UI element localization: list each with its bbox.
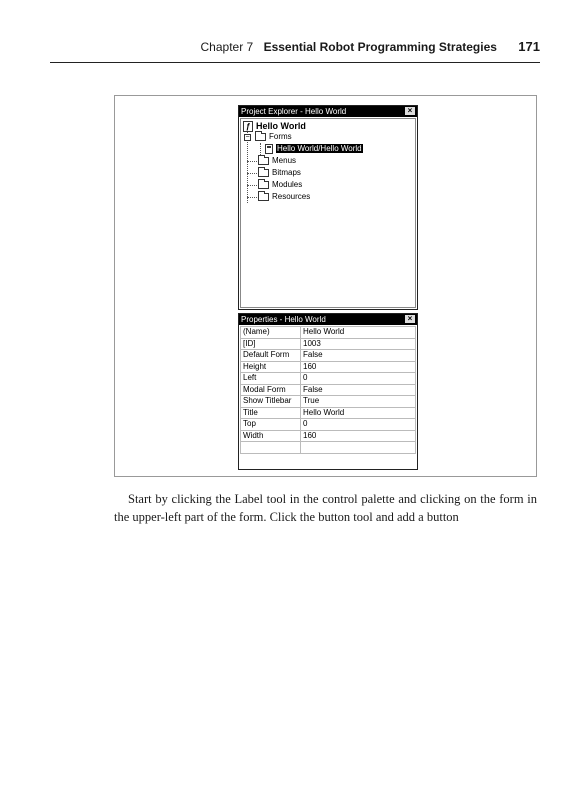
tree-item-label: Forms: [269, 132, 292, 141]
property-value[interactable]: False: [301, 384, 416, 396]
project-explorer-title: Project Explorer - Hello World: [241, 107, 347, 116]
tree-item-label: Resources: [272, 192, 311, 201]
chapter-title: Essential Robot Programming Strategies: [263, 40, 497, 54]
property-row[interactable]: [241, 419, 416, 431]
tree-item-resources[interactable]: [258, 191, 310, 203]
close-icon[interactable]: ×: [405, 315, 415, 323]
tree-connector: [247, 131, 248, 203]
property-row-empty: [241, 442, 416, 454]
project-tree: [240, 118, 416, 308]
tree-item-forms[interactable]: [255, 131, 292, 143]
project-explorer-window: [238, 105, 418, 310]
tree-item-label: Modules: [272, 180, 303, 189]
body-text: [114, 490, 537, 526]
property-value[interactable]: 1003: [301, 338, 416, 350]
chapter-label: Chapter 7: [200, 40, 254, 54]
folder-icon: [258, 193, 269, 201]
property-row[interactable]: [241, 430, 416, 442]
tree-root-label: Hello World: [256, 121, 306, 131]
properties-window: [238, 313, 418, 470]
tree-connector: [247, 161, 257, 162]
header-rule: [50, 62, 540, 63]
tree-connector: [247, 185, 257, 186]
tree-item-hello-world-form[interactable]: [265, 143, 363, 155]
property-name: [241, 442, 301, 454]
figure-frame: [114, 95, 537, 477]
folder-icon: [258, 157, 269, 165]
property-name: Left: [241, 373, 301, 385]
tree-connector: [260, 143, 261, 155]
property-row[interactable]: [241, 396, 416, 408]
folder-icon: [258, 169, 269, 177]
property-name: Height: [241, 361, 301, 373]
collapse-icon[interactable]: −: [245, 134, 250, 141]
tree-item-menus[interactable]: [258, 155, 296, 167]
properties-title: Properties - Hello World: [241, 315, 326, 324]
project-explorer-titlebar[interactable]: [239, 106, 417, 117]
properties-grid: [240, 326, 416, 454]
property-name: Top: [241, 419, 301, 431]
page-number: 171: [518, 39, 540, 54]
tree-item-label: Hello World/Hello World: [277, 144, 362, 153]
folder-open-icon: [255, 133, 266, 141]
property-value[interactable]: Hello World: [301, 327, 416, 339]
tree-connector: [247, 197, 257, 198]
property-value[interactable]: Hello World: [301, 407, 416, 419]
property-value[interactable]: 160: [301, 430, 416, 442]
properties-titlebar[interactable]: [239, 314, 417, 325]
property-name: Modal Form: [241, 384, 301, 396]
property-row[interactable]: [241, 407, 416, 419]
property-row[interactable]: [241, 338, 416, 350]
property-value[interactable]: 160: [301, 361, 416, 373]
close-icon[interactable]: ×: [405, 107, 415, 115]
vb-project-icon: ƒ: [243, 121, 253, 132]
property-name: Default Form: [241, 350, 301, 362]
property-name: Show Titlebar: [241, 396, 301, 408]
property-name: [ID]: [241, 338, 301, 350]
property-row[interactable]: [241, 327, 416, 339]
property-value[interactable]: 0: [301, 373, 416, 385]
property-row[interactable]: [241, 384, 416, 396]
property-name: Title: [241, 407, 301, 419]
tree-item-bitmaps[interactable]: [258, 167, 301, 179]
tree-item-modules[interactable]: [258, 179, 302, 191]
property-name: Width: [241, 430, 301, 442]
tree-item-label: Menus: [272, 156, 297, 165]
property-row[interactable]: [241, 350, 416, 362]
property-row[interactable]: [241, 361, 416, 373]
property-name: (Name): [241, 327, 301, 339]
tree-connector: [247, 173, 257, 174]
property-value: [301, 442, 416, 454]
folder-icon: [258, 181, 269, 189]
property-value[interactable]: False: [301, 350, 416, 362]
property-value[interactable]: True: [301, 396, 416, 408]
running-head: [40, 39, 540, 57]
tree-item-label: Bitmaps: [272, 168, 301, 177]
property-value[interactable]: 0: [301, 419, 416, 431]
property-row[interactable]: [241, 373, 416, 385]
form-icon: [265, 144, 273, 154]
body-paragraph: Start by clicking the Label tool in the control palette and clicking on the form in the upper-left part of the form. Click the button tool and add a button: [114, 492, 537, 524]
